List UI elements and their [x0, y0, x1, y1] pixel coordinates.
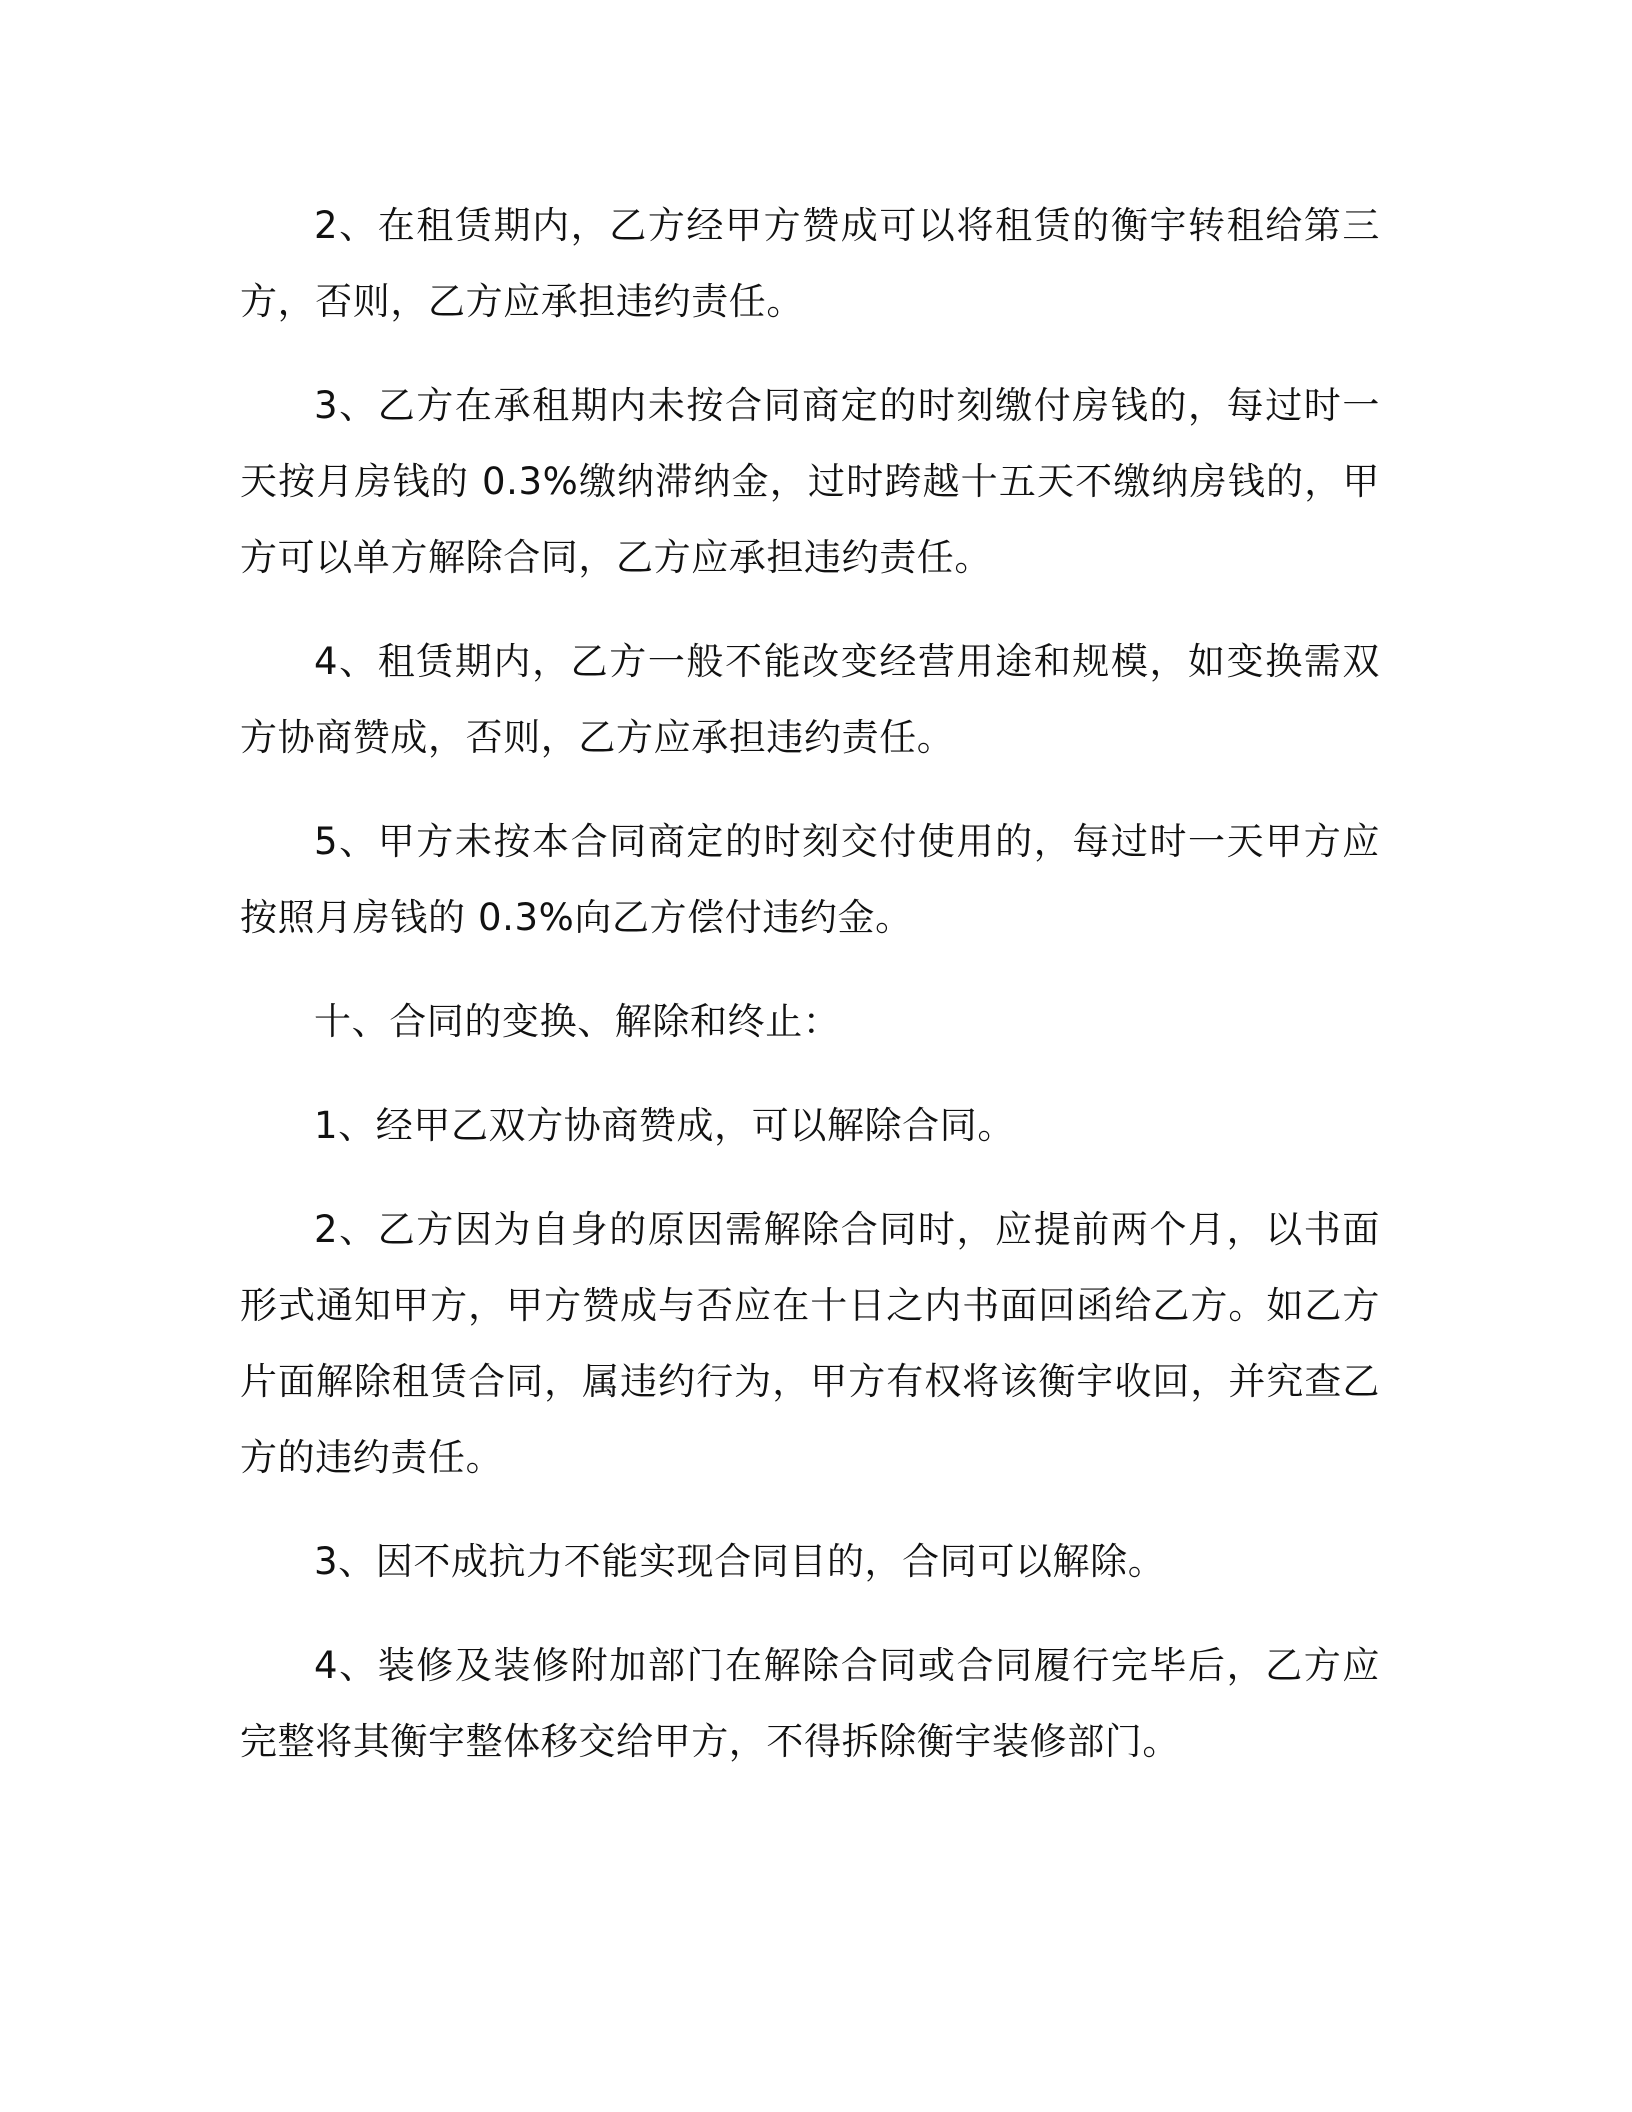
- clause-paragraph: 2、在租赁期内，乙方经甲方赞成可以将租赁的衡宇转租给第三方，否则，乙方应承担违约责任。: [240, 204, 1380, 323]
- clause-paragraph: 4、装修及装修附加部门在解除合同或合同履行完毕后，乙方应完整将其衡宇整体移交给甲方，不得拆除衡宇装修部门。: [240, 1644, 1380, 1763]
- clause-paragraph: 2、乙方因为自身的原因需解除合同时，应提前两个月，以书面形式通知甲方，甲方赞成与否应在十日之内书面回函给乙方。如乙方片面解除租赁合同，属违约行为，甲方有权将该衡宇收回，并究查乙方的违约责任。: [240, 1208, 1380, 1479]
- clause-paragraph: 5、甲方未按本合同商定的时刻交付使用的，每过时一天甲方应按照月房钱的 0.3%向乙方偿付违约金。: [240, 820, 1380, 939]
- clause-paragraph: 4、租赁期内，乙方一般不能改变经营用途和规模，如变换需双方协商赞成，否则，乙方应承担违约责任。: [240, 640, 1380, 759]
- document-body: [240, 188, 1380, 1808]
- section-heading: 十、合同的变换、解除和终止：: [314, 1000, 841, 1043]
- clause-paragraph: 1、经甲乙双方协商赞成，可以解除合同。: [314, 1104, 1015, 1147]
- clause-paragraph: 3、乙方在承租期内未按合同商定的时刻缴付房钱的，每过时一天按月房钱的 0.3%缴纳滞纳金，过时跨越十五天不缴纳房钱的，甲方可以单方解除合同，乙方应承担违约责任。: [240, 384, 1380, 579]
- clause-paragraph: 3、因不成抗力不能实现合同目的，合同可以解除。: [314, 1540, 1166, 1583]
